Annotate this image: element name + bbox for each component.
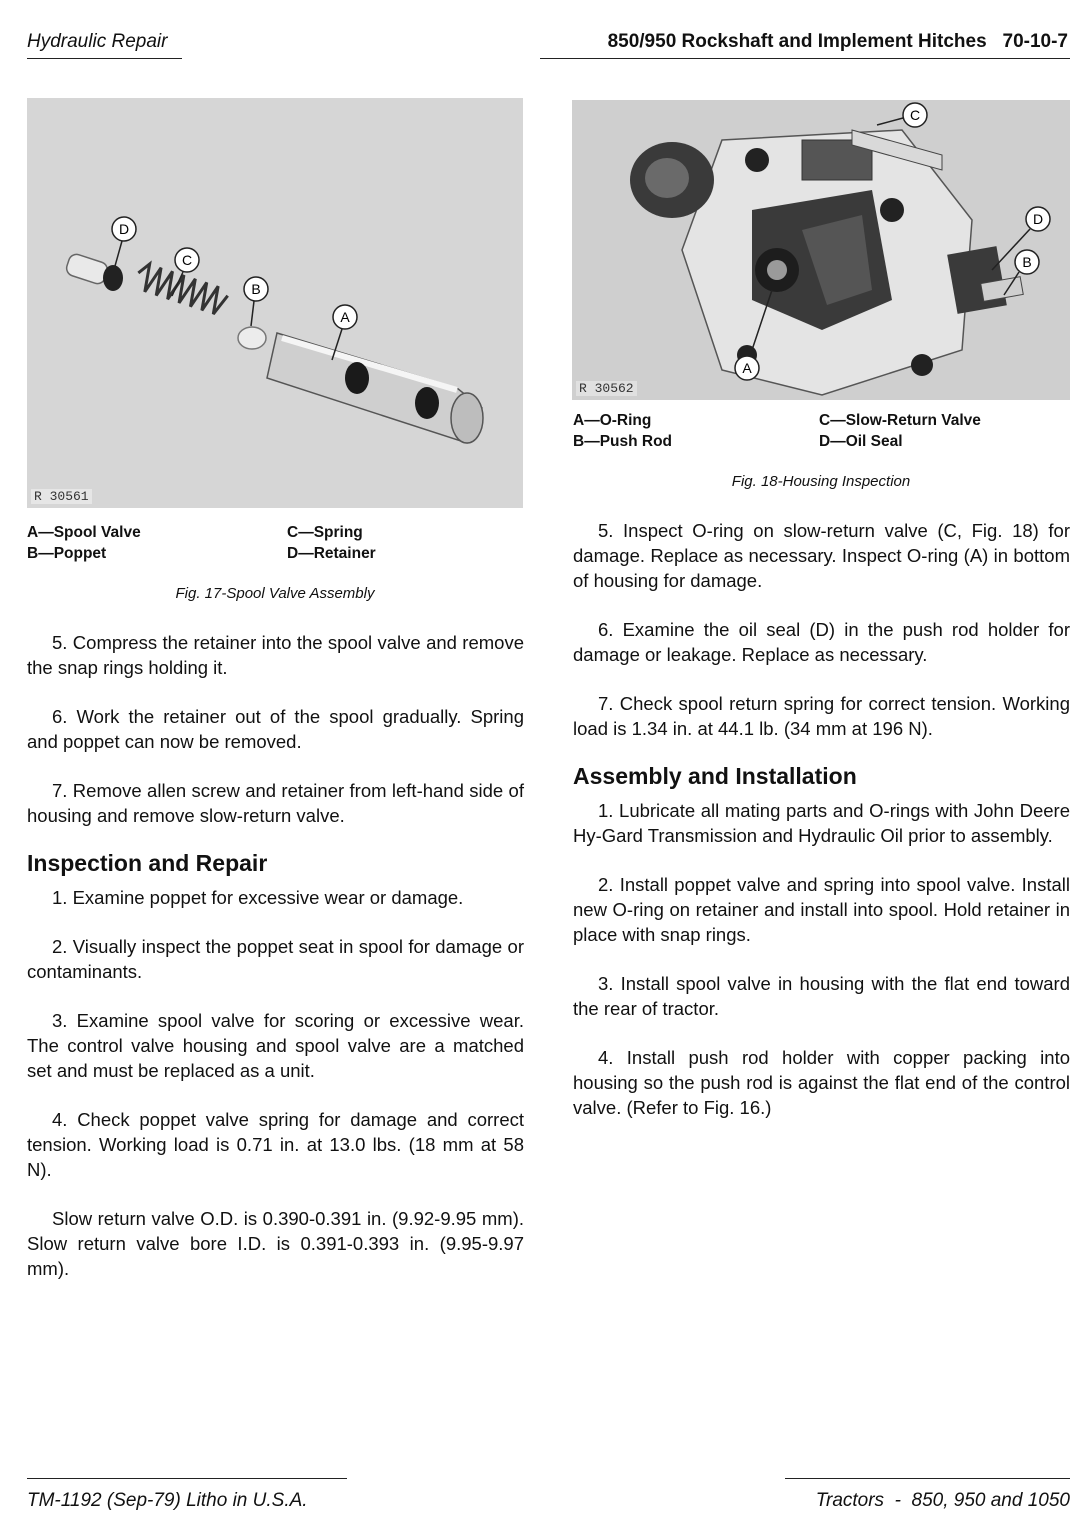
fig17-legend-right xyxy=(287,522,517,564)
fig17-caption: Fig. 17-Spool Valve Assembly xyxy=(175,585,375,602)
heading-inspection-repair: Inspection and Repair xyxy=(27,850,268,876)
inspect-step-4: 4. Check poppet valve spring for damage and correct tension. Working load is 0.71 in. at 13.0 lbs. (18 mm at 58 N). xyxy=(27,1109,524,1180)
housing-illustration xyxy=(572,100,1070,400)
assembly-step-3: 3. Install spool valve in housing with the flat end toward the rear of tractor. xyxy=(573,973,1070,1019)
fig18-photo-number: R 30562 xyxy=(576,381,637,396)
step-6-examine-seal: 6. Examine the oil seal (D) in the push rod holder for damage or leakage. Replace as necessary. xyxy=(573,619,1070,665)
assembly-step-1: 1. Lubricate all mating parts and O-rings with John Deere Hy-Gard Transmission and Hydraulic Oil prior to assembly. xyxy=(573,800,1070,846)
legend-item: D—Oil Seal xyxy=(819,433,903,450)
assembly-step-4: 4. Install push rod holder with copper packing into housing so the push rod is against the flat end of the control valve. (Refer to Fig. 16.) xyxy=(573,1047,1070,1118)
legend-item: A—Spool Valve xyxy=(27,524,141,541)
step-5-compress: 5. Compress the retainer into the spool valve and remove the snap rings holding it. xyxy=(27,632,524,678)
header-rule-right xyxy=(540,58,1070,59)
spool-valve-illustration xyxy=(27,98,523,508)
svg-text:C: C xyxy=(909,107,921,123)
fig18-photo xyxy=(572,100,1070,400)
right-column xyxy=(573,518,1070,1120)
footer-models: Tractors - 850, 950 and 1050 xyxy=(815,1490,1070,1511)
svg-text:B: B xyxy=(251,281,261,297)
fig18-legend-left xyxy=(573,410,803,452)
header-rule-left xyxy=(27,58,182,59)
legend-item: C—Spring xyxy=(287,524,363,541)
svg-text:C: C xyxy=(181,252,193,268)
left-column xyxy=(27,630,524,1281)
step-7-remove-screw: 7. Remove allen screw and retainer from left-hand side of housing and remove slow-return valve. xyxy=(27,780,524,826)
step-6-work-retainer: 6. Work the retainer out of the spool gradually. Spring and poppet can now be removed. xyxy=(27,706,524,752)
heading-assembly-installation: Assembly and Installation xyxy=(573,763,857,789)
header-section-title: Hydraulic Repair xyxy=(27,31,168,52)
footer-publication: TM-1192 (Sep-79) Litho in U.S.A. xyxy=(27,1490,308,1511)
legend-item: D—Retainer xyxy=(287,545,376,562)
inspect-step-3: 3. Examine spool valve for scoring or excessive wear. The control valve housing and spool valve are a matched set and must be replaced as a unit. xyxy=(27,1010,524,1081)
footer-rule-left xyxy=(27,1478,347,1479)
fig18-legend-right xyxy=(819,410,1069,452)
svg-text:D: D xyxy=(118,221,130,237)
svg-text:D: D xyxy=(1032,211,1044,227)
step-5-inspect-oring: 5. Inspect O-ring on slow-return valve (C, Fig. 18) for damage. Replace as necessary. Inspect O-ring (A) in bottom of housing for damage. xyxy=(573,520,1070,591)
fig17-photo-number: R 30561 xyxy=(31,489,92,504)
poppet-part xyxy=(238,327,266,349)
legend-item: B—Push Rod xyxy=(573,433,673,450)
fig18-caption: Fig. 18-Housing Inspection xyxy=(731,473,911,490)
inspect-slow-return-spec: Slow return valve O.D. is 0.390-0.391 in. (9.92-9.95 mm). Slow return valve bore I.D. is 0.391-0.393 in. (9.95-9.97 mm). xyxy=(27,1208,524,1279)
svg-text:A: A xyxy=(742,360,752,376)
legend-item: A—O-Ring xyxy=(573,412,652,429)
footer-rule-right xyxy=(785,1478,1070,1479)
step-7-check-spring: 7. Check spool return spring for correct tension. Working load is 1.34 in. at 44.1 lb. (34 mm at 196 N). xyxy=(573,693,1070,739)
header-chapter-title: 850/950 Rockshaft and Implement Hitches 70-10-7 xyxy=(607,31,1068,52)
inspect-step-2: 2. Visually inspect the poppet seat in spool for damage or contaminants. xyxy=(27,936,524,982)
svg-text:A: A xyxy=(340,309,350,325)
fig17-photo xyxy=(27,98,523,508)
svg-text:B: B xyxy=(1022,254,1032,270)
inspect-step-1: 1. Examine poppet for excessive wear or damage. xyxy=(52,887,464,908)
assembly-step-2: 2. Install poppet valve and spring into spool valve. Install new O-ring on retainer and install into spool. Hold retainer in place with snap rings. xyxy=(573,874,1070,945)
legend-item: B—Poppet xyxy=(27,545,107,562)
fig17-legend-left xyxy=(27,522,257,564)
legend-item: C—Slow-Return Valve xyxy=(819,412,981,429)
